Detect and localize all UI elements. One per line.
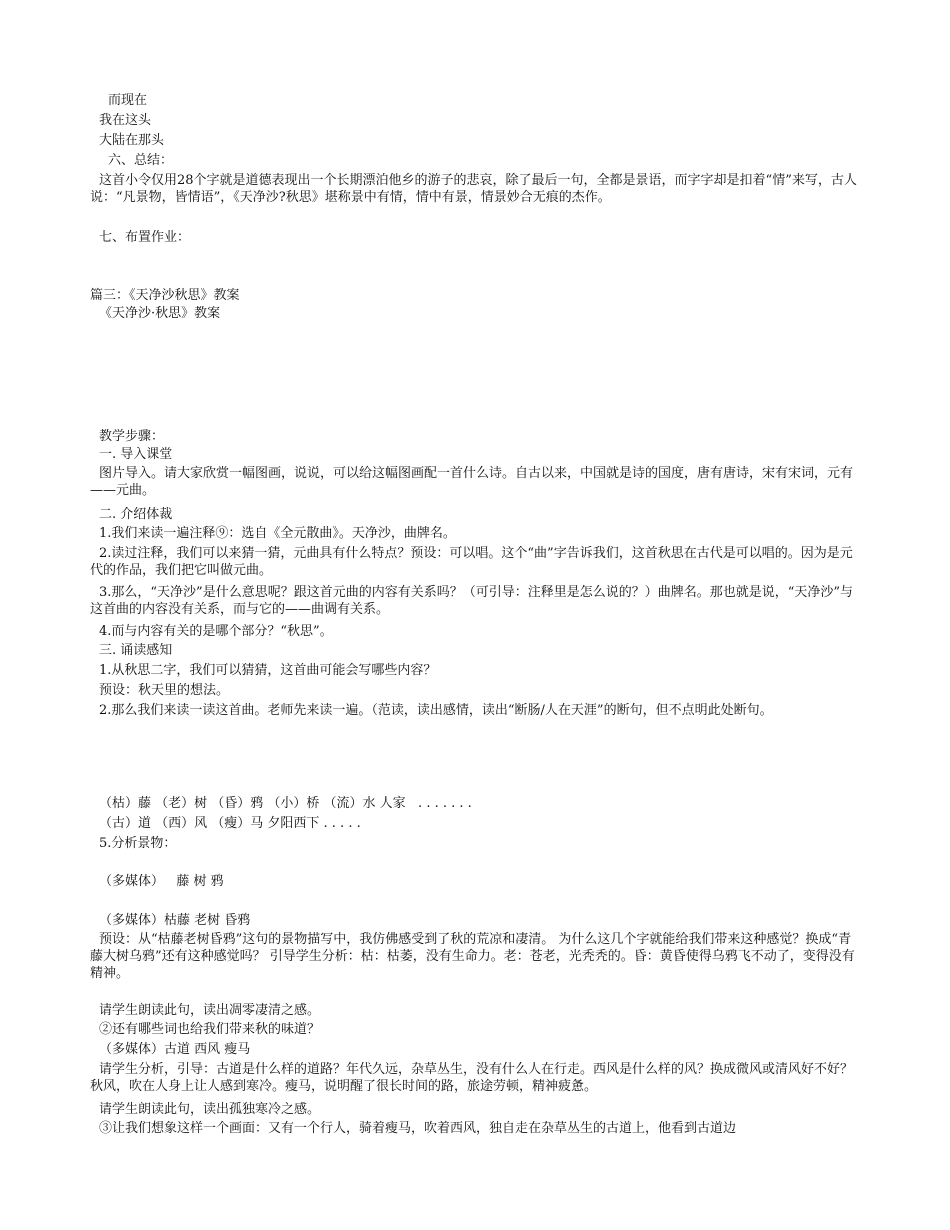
section-heading: 三. 诵读感知 — [99, 643, 173, 658]
text-line: ③让我们想象这样一个画面：又有一个行人，骑着瘦马，吹着西风，独自走在杂草丛生的古道上，他看到古道边 — [99, 1121, 737, 1136]
section-heading: 六、总结： — [108, 153, 174, 168]
text-line: 1.从秋思二字，我们可以猜猜，这首曲可能会写哪些内容？ — [99, 663, 437, 678]
article-title: 篇三：《天净沙秋思》教案 — [90, 288, 240, 303]
media-note: （多媒体）古道 西风 瘦马 — [99, 1042, 251, 1057]
text-line: 请学生朗读此句，读出孤独寒冷之感。 — [99, 1102, 321, 1117]
text-line: 5.分析景物： — [99, 836, 177, 851]
poem-line: （古）道 （西）风 （瘦）马 夕阳西下 . . . . . — [99, 816, 361, 831]
media-note: （多媒体）枯藤 老树 昏鸦 — [99, 913, 251, 928]
paragraph: 3.那么，“天净沙”是什么意思呢？跟这首元曲的内容有关系吗？（可引导：注释里是怎么说的？）曲牌名。那也就是说，“天净沙”与这首曲的内容没有关系，而与它的——曲调有关系。 — [90, 585, 853, 617]
text-line: 4.而与内容有关的是哪个部分？“秋思”。 — [99, 624, 333, 639]
paragraph: 请学生分析，引导：古道是什么样的道路？年代久远，杂草丛生，没有什么人在行走。西风是什么样的风？换成微风或清风好不好？秋风，吹在人身上让人感到寒冷。瘦马，说明醒了很长时间的路，旅途劳顿，精神疲惫。 — [90, 1062, 854, 1094]
section-heading: 二. 介绍体裁 — [99, 507, 173, 522]
paragraph: 2.那么我们来读一读这首曲。老师先来读一遍。（范读，读出感情，读出“断肠/人在天涯”的断句，但不点明此处断句。 — [99, 703, 773, 718]
section-heading: 一. 导入课堂 — [99, 447, 173, 462]
paragraph: 这首小令仅用28个字就是道德表现出一个长期漂泊他乡的游子的悲哀，除了最后一句，全都是景语，而字字却是扣着“情”来写，古人说：“凡景物，皆情语”，《天净沙?秋思》堪称景中有情，情中有景，情景妙合无痕的杰作。 — [90, 173, 857, 205]
article-subtitle: 《天净沙·秋思》教案 — [99, 306, 221, 321]
text-line: 1.我们来读一遍注释⑨：选自《全元散曲》。天净沙，曲牌名。 — [99, 526, 456, 541]
text-line: 请学生朗读此句，读出凋零凄清之感。 — [99, 1003, 321, 1018]
section-heading: 七、布置作业： — [99, 230, 191, 245]
paragraph: 图片导入。请大家欣赏一幅图画，说说，可以给这幅图画配一首什么诗。自古以来，中国就是诗的国度，唐有唐诗，宋有宋词，元有——元曲。 — [90, 466, 854, 498]
paragraph: 2.读过注释，我们可以来猜一猜，元曲具有什么特点？预设：可以唱。这个“曲”字告诉我们，这首秋思在古代是可以唱的。因为是元代的作品，我们把它叫做元曲。 — [90, 546, 853, 578]
text-line: 大陆在那头 — [99, 133, 165, 148]
section-heading: 教学步骤： — [99, 429, 165, 444]
text-line: ②还有哪些词也给我们带来秋的味道？ — [99, 1022, 321, 1037]
text-line: 而现在 — [108, 93, 148, 108]
media-note: （多媒体） 藤 树 鸦 — [99, 874, 224, 889]
text-line: 我在这头 — [99, 113, 152, 128]
poem-line: （枯）藤 （老）树 （昏）鸦 （小）桥 （流）水 人家 . . . . . . . — [99, 796, 472, 811]
paragraph: 预设：从“枯藤老树昏鸦”这句的景物描写中，我仿佛感受到了秋的荒凉和凄清。 为什么这几个字就能给我们带来这种感觉？换成“青藤大树乌鸦”还有这种感觉吗？ 引导学生分析：枯：枯萎，没有生命力。老：苍老，光秃秃的。昏：黄昏使得乌鸦飞不动了，变得没有精神。 — [90, 932, 855, 981]
text-line: 预设：秋天里的想法。 — [99, 683, 230, 698]
